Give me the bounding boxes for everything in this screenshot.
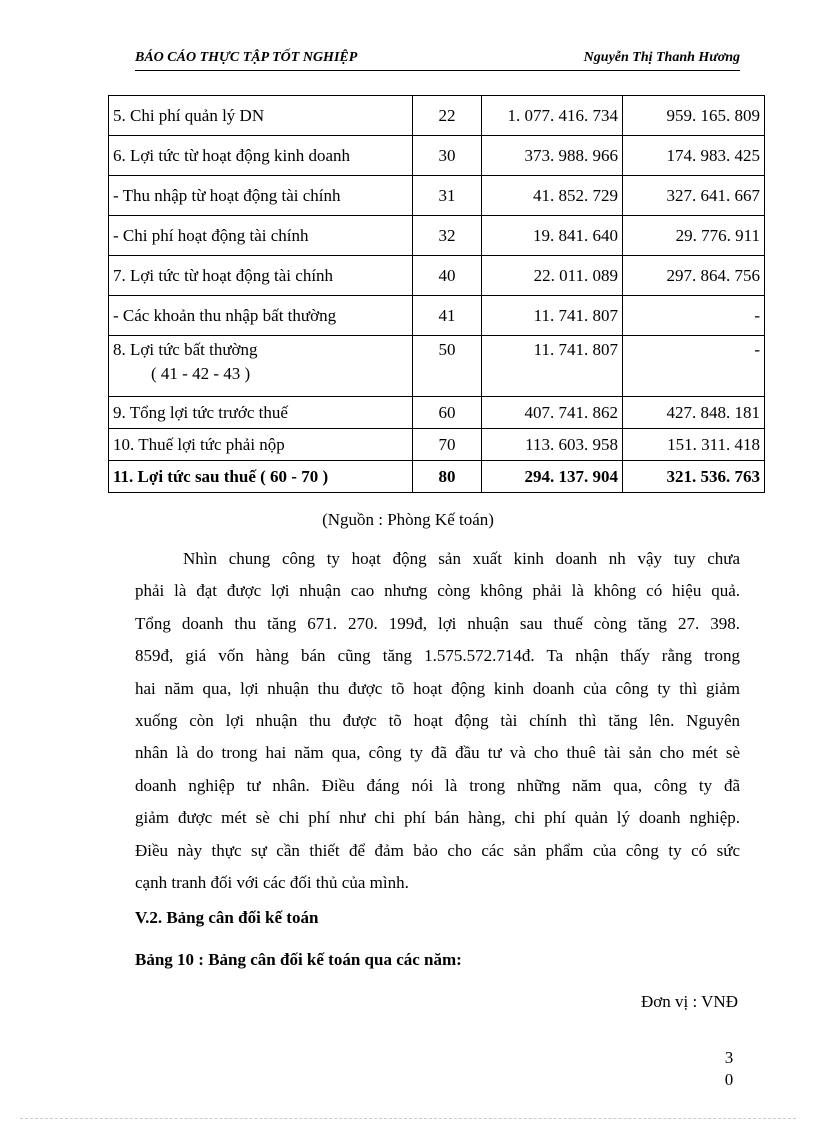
row-code: 80 <box>413 461 482 493</box>
row-label: - Chi phí hoạt động tài chính <box>109 216 413 256</box>
row-value-year1: 22. 011. 089 <box>482 256 623 296</box>
row-value-year2: 959. 165. 809 <box>623 96 765 136</box>
row-value-year2: 297. 864. 756 <box>623 256 765 296</box>
page-number-digit: 3 <box>724 1048 734 1067</box>
paragraph-line: doanh nghiệp tư nhân. Điều đáng nói là trong những năm qua, công ty đã <box>135 775 740 795</box>
row-value-year2: - <box>623 336 765 397</box>
author-name: Nguyễn Thị Thanh Hương <box>583 50 740 65</box>
analysis-paragraph <box>135 543 740 899</box>
row-value-year1: 1. 077. 416. 734 <box>482 96 623 136</box>
row-value-year1: 41. 852. 729 <box>482 176 623 216</box>
unit-label: Đơn vị : VNĐ <box>641 992 738 1011</box>
row-value-year2: 327. 641. 667 <box>623 176 765 216</box>
row-value-year1: 294. 137. 904 <box>482 461 623 493</box>
table-row <box>109 397 765 429</box>
row-label: 5. Chi phí quản lý DN <box>109 96 413 136</box>
table-row <box>109 336 765 397</box>
page-bottom-rule <box>20 1118 796 1119</box>
paragraph-line: phải là đạt được lợi nhuận cao nhưng còng không phải là không có hiệu quả. <box>135 581 740 601</box>
row-value-year2: - <box>623 296 765 336</box>
row-value-year2: 174. 983. 425 <box>623 136 765 176</box>
row-label-cell <box>109 336 413 397</box>
income-statement-table <box>108 95 765 493</box>
paragraph-line: Điều này thực sự cần thiết để đảm bảo cho các sản phẩm của công ty có sức <box>135 840 740 860</box>
row-label: 6. Lợi tức từ hoạt động kinh doanh <box>109 136 413 176</box>
row-code: 32 <box>413 216 482 256</box>
table-row <box>109 136 765 176</box>
paragraph-line: hai năm qua, lợi nhuận thu được tõ hoạt động kinh doanh của công ty thì giảm <box>135 678 740 698</box>
row-value-year1: 11. 741. 807 <box>482 296 623 336</box>
table-row <box>109 256 765 296</box>
table-row <box>109 216 765 256</box>
paragraph-line: giảm được mét sè chi phí như chi phí bán hàng, chi phí quản lý doanh nghiệp. <box>135 808 740 828</box>
row-label: 8. Lợi tức bất thường <box>113 340 258 359</box>
row-value-year2: 29. 776. 911 <box>623 216 765 256</box>
row-code: 31 <box>413 176 482 216</box>
row-code: 40 <box>413 256 482 296</box>
table-row <box>109 296 765 336</box>
row-value-year2: 427. 848. 181 <box>623 397 765 429</box>
row-value-year1: 11. 741. 807 <box>482 336 623 397</box>
paragraph-line: nhân là do trong hai năm qua, công ty đã đầu tư và cho thuê tài sản cho mét sè <box>135 743 740 763</box>
row-value-year1: 19. 841. 640 <box>482 216 623 256</box>
row-code: 22 <box>413 96 482 136</box>
row-code: 30 <box>413 136 482 176</box>
row-label: 11. Lợi tức sau thuế ( 60 - 70 ) <box>109 461 413 493</box>
row-label: 9. Tổng lợi tức trước thuế <box>109 397 413 429</box>
row-value-year1: 407. 741. 862 <box>482 397 623 429</box>
table-row <box>109 96 765 136</box>
row-label: - Các khoản thu nhập bất thường <box>109 296 413 336</box>
page-header <box>135 48 740 71</box>
table-row-total <box>109 461 765 493</box>
row-label-formula: ( 41 - 42 - 43 ) <box>151 364 251 383</box>
section-heading: V.2. Bảng cân đối kế toán <box>135 908 319 927</box>
paragraph-line: Nhìn chung công ty hoạt động sản xuất kinh doanh nh vậy tuy chưa <box>183 549 740 568</box>
row-code: 70 <box>413 429 482 461</box>
table-row <box>109 176 765 216</box>
table-caption: Bảng 10 : Bảng cân đối kế toán qua các năm: <box>135 950 462 969</box>
paragraph-line: Tổng doanh thu tăng 671. 270. 199đ, lợi nhuận sau thuế còng tăng 27. 398. <box>135 613 740 633</box>
page-number <box>722 1047 736 1091</box>
paragraph-line: xuống còn lợi nhuận thu được tõ hoạt động tài chính thì tăng lên. Nguyên <box>135 710 740 730</box>
row-value-year2: 151. 311. 418 <box>623 429 765 461</box>
page-number-digit: 0 <box>724 1070 734 1089</box>
row-value-year1: 373. 988. 966 <box>482 136 623 176</box>
paragraph-line: cạnh tranh đối với các đối thủ của mình. <box>135 872 409 892</box>
row-code: 41 <box>413 296 482 336</box>
table-row <box>109 429 765 461</box>
row-label: 7. Lợi tức từ hoạt động tài chính <box>109 256 413 296</box>
row-code: 60 <box>413 397 482 429</box>
paragraph-line: 859đ, giá vốn hàng bán cũng tăng 1.575.572.714đ. Ta nhận thấy rằng trong <box>135 646 740 666</box>
report-title: BÁO CÁO THỰC TẬP TỐT NGHIỆP <box>135 50 358 65</box>
row-label: - Thu nhập từ hoạt động tài chính <box>109 176 413 216</box>
row-value-year2: 321. 536. 763 <box>623 461 765 493</box>
table-source-note: (Nguồn : Phòng Kế toán) <box>322 510 494 529</box>
row-value-year1: 113. 603. 958 <box>482 429 623 461</box>
row-code: 50 <box>413 336 482 397</box>
row-label: 10. Thuế lợi tức phải nộp <box>109 429 413 461</box>
